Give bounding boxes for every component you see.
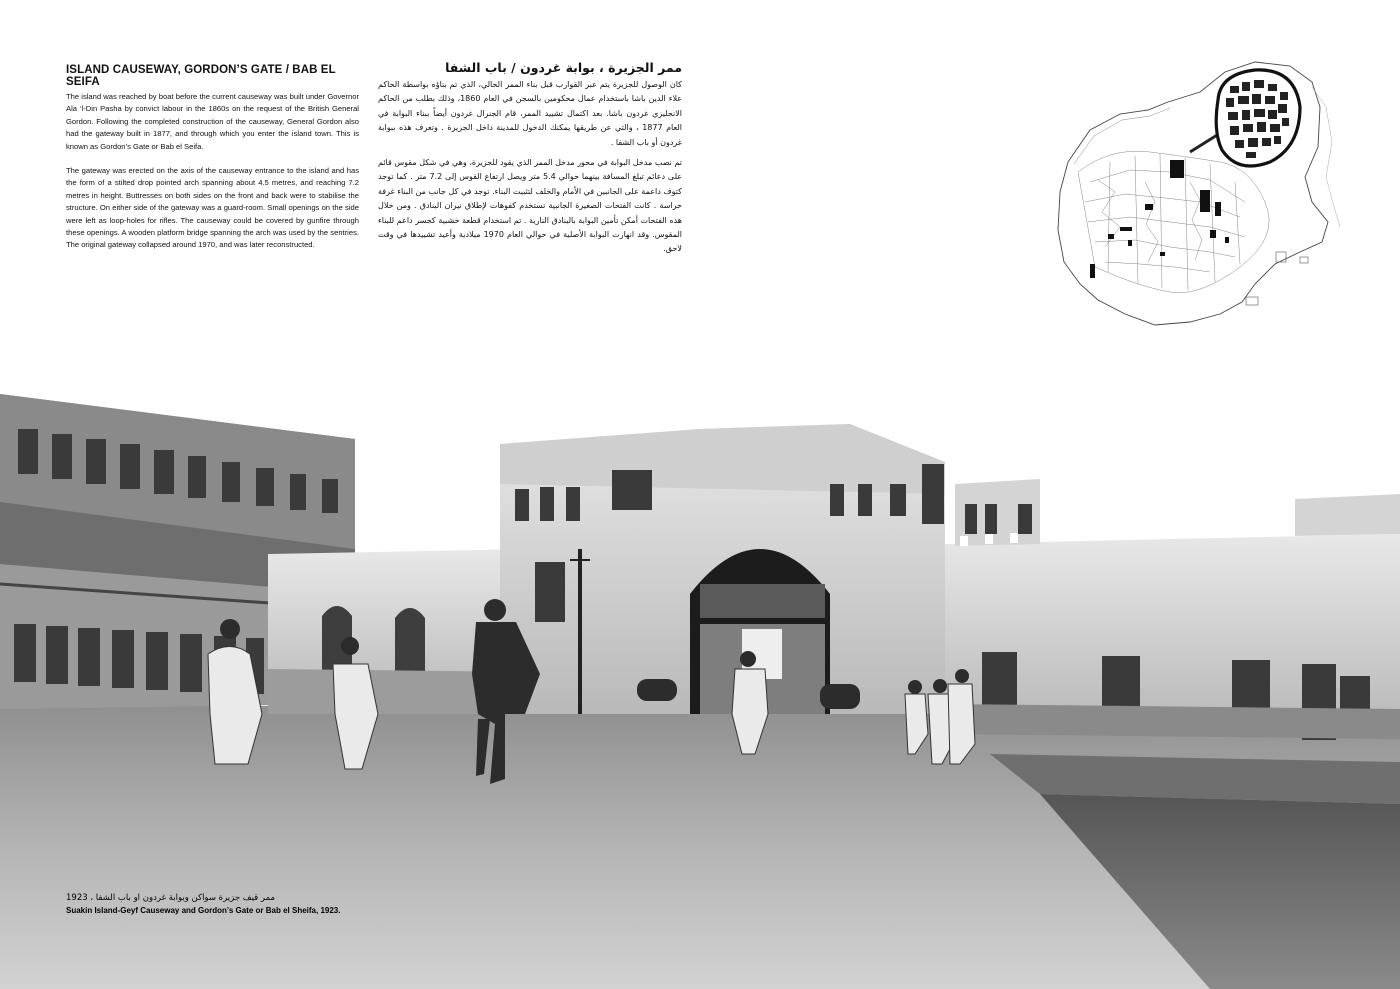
arabic-text-column: [378, 60, 682, 263]
caption-english: Suakin Island-Geyf Causeway and Gordon’s Gate or Bab el Sheifa, 1923.: [66, 906, 341, 915]
photo-caption: [66, 893, 526, 915]
arabic-title: ممر الجزيرة ، بوابة غردون / باب الشفا: [445, 60, 682, 75]
english-title: ISLAND CAUSEWAY, GORDON’S GATE / BAB EL SEIFA: [66, 64, 336, 88]
arabic-paragraph-2: تم نصب مدخل البوابة في محور مدخل الممر الذي يقود للجزيرة، وهي في شكل مقوس قائم على دعائم تبلغ المسافة بينهما حوالي 5.4 متر ويصل ارتفاع القوس إلى 7.2 متر . كما توجد كتوف داعمة على الجانبين في الأمام والخلف لتثبيت البناء. توجد في كل جانب من البناء غرفة حراسة . كانت الفتحات الصغيرة الجانبية تستخدم كفوهات لإطلاق نيران البنادق . ومن خلال هذه الفتحات أمكن تأمين البوابة بالبنادق النارية . تم استخدام قطعة خشبية كجسر داعم للبناء المقوس. وقد انهارت البوابة الأصلية في حوالي العام 1970 ميلادية وأعيد تشييدها في وقت لاحق.: [378, 158, 683, 254]
english-text-column: [66, 64, 359, 264]
caption-arabic: ممر قيف جزيرة سواكن وبوابة غردون او باب الشفا ، 1923: [66, 893, 276, 903]
english-paragraph-2: The gateway was erected on the axis of the causeway entrance to the island and has the form of a stilted drop pointed arch spanning about 4.5 metres, and reaching 7.2 metres in height. Buttresses on both sides on the front and back were to stabilise the structure. On either side of the gateway was a guard-room. Small openings on the side were left as loop-holes for rifles. The causeway could be covered by gunfire through these openings. A wooden platform bridge spanning the arch was used by the sentries. The original gateway collapsed around 1970, and was later reconstructed.: [66, 166, 359, 250]
english-paragraph-1: The island was reached by boat before the current causeway was built under Governor Ala ‘l-Din Pasha by convict labour in the 1860s on the request of the British General Gordon. Following the completed construction of the causeway, General Gordon also had the gateway built in 1877, and through which you enter the island town. This is known as Gordon’s Gate or Bab el Seifa.: [66, 92, 359, 151]
arabic-paragraph-1: كان الوصول للجزيرة يتم عبر القوارب قبل بناء الممر الحالي، الذي تم بناؤه بواسطة الحاكم علاء الدين باشا باستخدام عمال محكومين بالسجن في العام 1860، وذلك بطلب من الحاكم الانجليزي غردون باشا. بعد اكتمال تشييد الممر، قام الجنرال غردون أيضاً ببناء البوابة في العام 1877 ، والتي عن طريقها يمكنك الدخول للمدينة داخل الجزيرة . وتعرف هذه ببوابة غردون أو باب الشفا .: [378, 80, 683, 147]
site-plan-map: [1050, 52, 1340, 337]
